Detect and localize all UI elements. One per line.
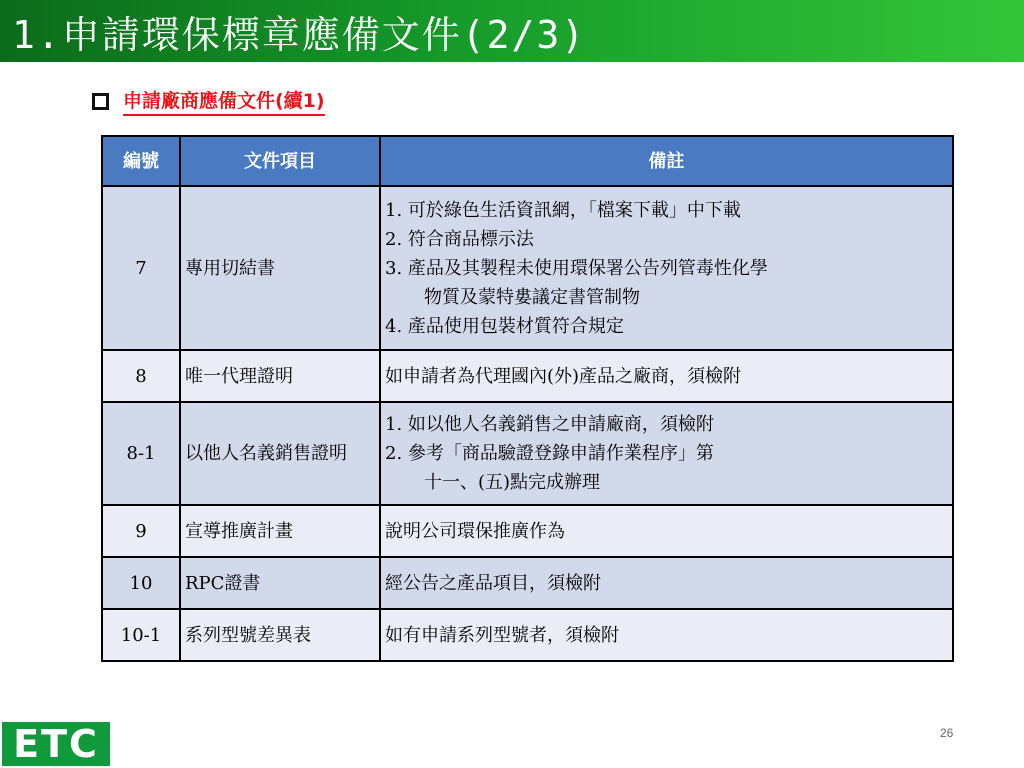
- subtitle-text: 申請廠商應備文件(續1): [123, 86, 325, 116]
- subtitle: [92, 86, 325, 116]
- row-notes: [380, 609, 953, 661]
- note-line: 1. 可於綠色生活資訊網，「檔案下載」中下載: [385, 199, 741, 221]
- note-line: 2. 參考「商品驗證登錄申請作業程序」第: [385, 443, 714, 464]
- row-item: 系列型號差異表: [180, 609, 380, 661]
- table-row: [102, 609, 953, 661]
- header-number: 編號: [102, 136, 180, 186]
- row-number: 8: [102, 350, 180, 402]
- row-notes: [380, 505, 953, 557]
- header-notes: 備註: [380, 136, 953, 186]
- row-item: 以他人名義銷售證明: [180, 402, 380, 505]
- row-number: 8-1: [102, 402, 180, 505]
- square-bullet-icon: [92, 93, 109, 110]
- row-number: 10-1: [102, 609, 180, 661]
- page-number: 26: [940, 726, 954, 740]
- note-line: 1. 如以他人名義銷售之申請廠商，須檢附: [385, 414, 714, 435]
- documents-table: [101, 135, 954, 662]
- note-line: 經公告之產品項目，須檢附: [385, 572, 601, 594]
- table-row: [102, 505, 953, 557]
- slide-title: 1.申請環保標章應備文件(2/3): [12, 13, 587, 57]
- table-row: [102, 186, 953, 350]
- title-bar: [0, 0, 1024, 62]
- row-item: 唯一代理證明: [180, 350, 380, 402]
- row-notes: [380, 557, 953, 609]
- row-notes: [380, 402, 953, 505]
- table-header-row: [102, 136, 953, 186]
- row-number: 10: [102, 557, 180, 609]
- row-item: 宣導推廣計畫: [180, 505, 380, 557]
- row-item: 專用切結書: [180, 186, 380, 350]
- row-item: RPC證書: [180, 557, 380, 609]
- note-line: 3. 產品及其製程未使用環保署公告列管毒性化學: [385, 257, 768, 279]
- note-line: 如申請者為代理國內(外)產品之廠商，須檢附: [385, 365, 742, 387]
- note-line: 十一、(五)點完成辦理: [424, 472, 601, 493]
- row-number: 7: [102, 186, 180, 350]
- note-line: 物質及蒙特婁議定書管制物: [424, 286, 640, 308]
- row-notes: [380, 186, 953, 350]
- note-line: 說明公司環保推廣作為: [385, 520, 565, 542]
- table-row: [102, 402, 953, 505]
- note-line: 2. 符合商品標示法: [385, 228, 534, 250]
- table-row: [102, 557, 953, 609]
- header-document-item: 文件項目: [180, 136, 380, 186]
- row-notes: [380, 350, 953, 402]
- etc-logo: ETC: [2, 722, 110, 766]
- table-row: [102, 350, 953, 402]
- note-line: 4. 產品使用包裝材質符合規定: [385, 315, 624, 337]
- row-number: 9: [102, 505, 180, 557]
- note-line: 如有申請系列型號者，須檢附: [385, 624, 619, 646]
